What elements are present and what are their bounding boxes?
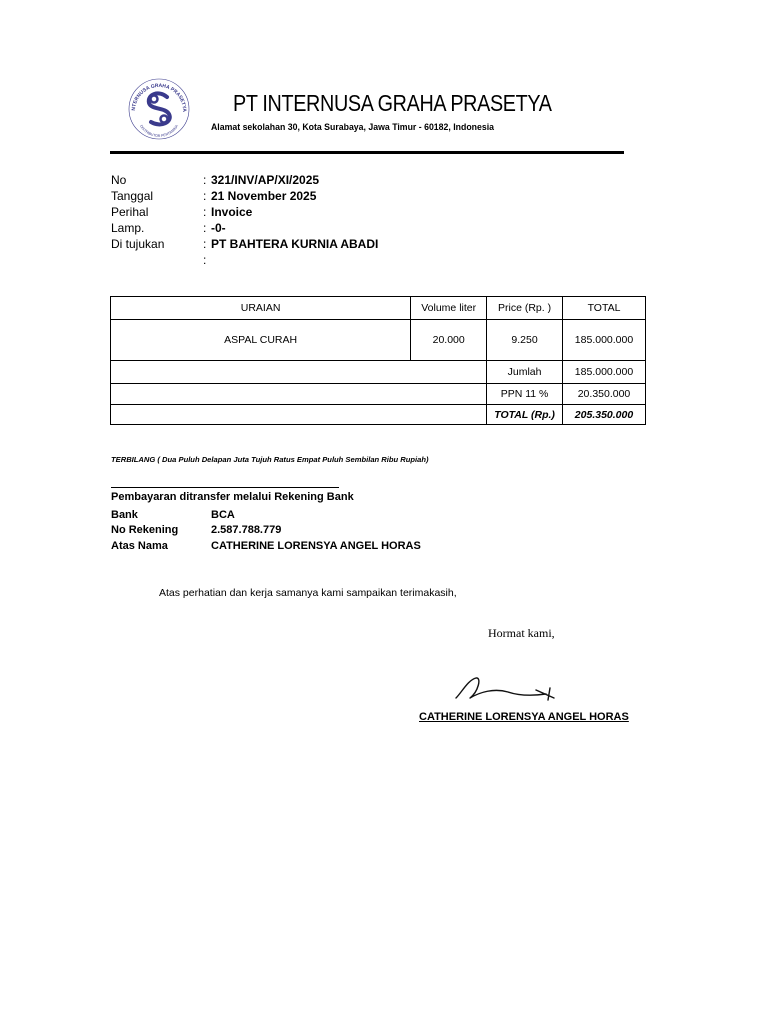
item-volume: 20.000 <box>411 320 487 361</box>
column-header-price: Price (Rp. ) <box>487 297 563 320</box>
grand-total-label: TOTAL (Rp.) <box>487 405 563 425</box>
item-total: 185.000.000 <box>563 320 646 361</box>
item-description: ASPAL CURAH <box>111 320 411 361</box>
swirl-logo-icon <box>149 93 170 124</box>
subtotal-label: Jumlah <box>487 361 563 384</box>
meta-row-subject <box>111 204 531 220</box>
meta-label: Lamp. <box>111 221 145 235</box>
meta-row-date <box>111 188 531 204</box>
account-number: 2.587.788.779 <box>211 524 282 536</box>
letter-meta <box>111 172 531 268</box>
company-name: PT INTERNUSA GRAHA PRASETYA <box>233 90 552 116</box>
subtotal-empty-cell <box>111 361 487 384</box>
invoice-attachment: -0- <box>211 221 226 235</box>
payment-account-row <box>111 524 281 536</box>
subtotal-value: 185.000.000 <box>563 361 646 384</box>
meta-separator: : <box>203 253 207 267</box>
payment-bank-row <box>111 509 235 521</box>
closing-text: Atas perhatian dan kerja samanya kami sampaikan terimakasih, <box>159 587 457 599</box>
bank-label: Bank <box>111 509 138 521</box>
company-address: Alamat sekolahan 30, Kota Surabaya, Jawa Timur - 60182, Indonesia <box>211 122 495 133</box>
account-label: No Rekening <box>111 524 179 536</box>
meta-label: No <box>111 173 127 187</box>
logo-text-top: NTERNUSA GRAHA PRASETYA <box>130 82 188 113</box>
meta-label <box>111 252 203 268</box>
invoice-recipient: PT BAHTERA KURNIA ABADI <box>211 237 379 251</box>
meta-separator: : <box>203 205 207 219</box>
tax-empty-cell <box>111 384 487 405</box>
logo-text-bottom: DISTRIBUTOR PERTAMINA <box>138 124 180 139</box>
header-divider <box>110 151 624 154</box>
meta-label: Perihal <box>111 205 149 219</box>
payment-title: Pembayaran ditransfer melalui Rekening Bank <box>111 491 354 503</box>
meta-row-recipient <box>111 236 531 252</box>
payment-name-row <box>111 540 421 552</box>
table-row <box>111 320 646 361</box>
signature-icon <box>450 670 562 716</box>
meta-label: Tanggal <box>111 189 154 203</box>
grand-total-row <box>111 405 646 425</box>
invoice-date: 21 November 2025 <box>211 189 317 203</box>
subtotal-row <box>111 361 646 384</box>
meta-separator: : <box>203 221 207 235</box>
section-divider <box>111 487 339 488</box>
column-header-uraian: URAIAN <box>111 297 411 320</box>
account-name: CATHERINE LORENSYA ANGEL HORAS <box>211 540 421 552</box>
grand-total-empty-cell <box>111 405 487 425</box>
column-header-volume: Volume liter <box>411 297 487 320</box>
meta-separator: : <box>203 173 207 187</box>
grand-total-value: 205.350.000 <box>563 405 646 425</box>
amount-in-words: TERBILANG ( Dua Puluh Delapan Juta Tujuh Ratus Empat Puluh Sembilan Ribu Rupiah) <box>111 455 429 464</box>
invoice-number: 321/INV/AP/XI/2025 <box>211 173 320 187</box>
invoice-table <box>110 296 646 425</box>
table-header-row <box>111 297 646 320</box>
account-name-label: Atas Nama <box>111 540 168 552</box>
meta-row-no <box>111 172 531 188</box>
meta-separator: : <box>203 189 207 203</box>
bank-value: BCA <box>211 509 235 521</box>
company-logo <box>127 77 191 141</box>
item-price: 9.250 <box>487 320 563 361</box>
signer-name: CATHERINE LORENSYA ANGEL HORAS <box>419 711 629 723</box>
meta-row-empty <box>111 252 531 268</box>
invoice-subject: Invoice <box>211 205 253 219</box>
regards-text: Hormat kami, <box>488 626 555 640</box>
meta-row-attachment <box>111 220 531 236</box>
tax-row <box>111 384 646 405</box>
meta-separator: : <box>203 237 207 251</box>
tax-value: 20.350.000 <box>563 384 646 405</box>
column-header-total: TOTAL <box>563 297 646 320</box>
meta-label: Di tujukan <box>111 237 165 251</box>
tax-label: PPN 11 % <box>487 384 563 405</box>
